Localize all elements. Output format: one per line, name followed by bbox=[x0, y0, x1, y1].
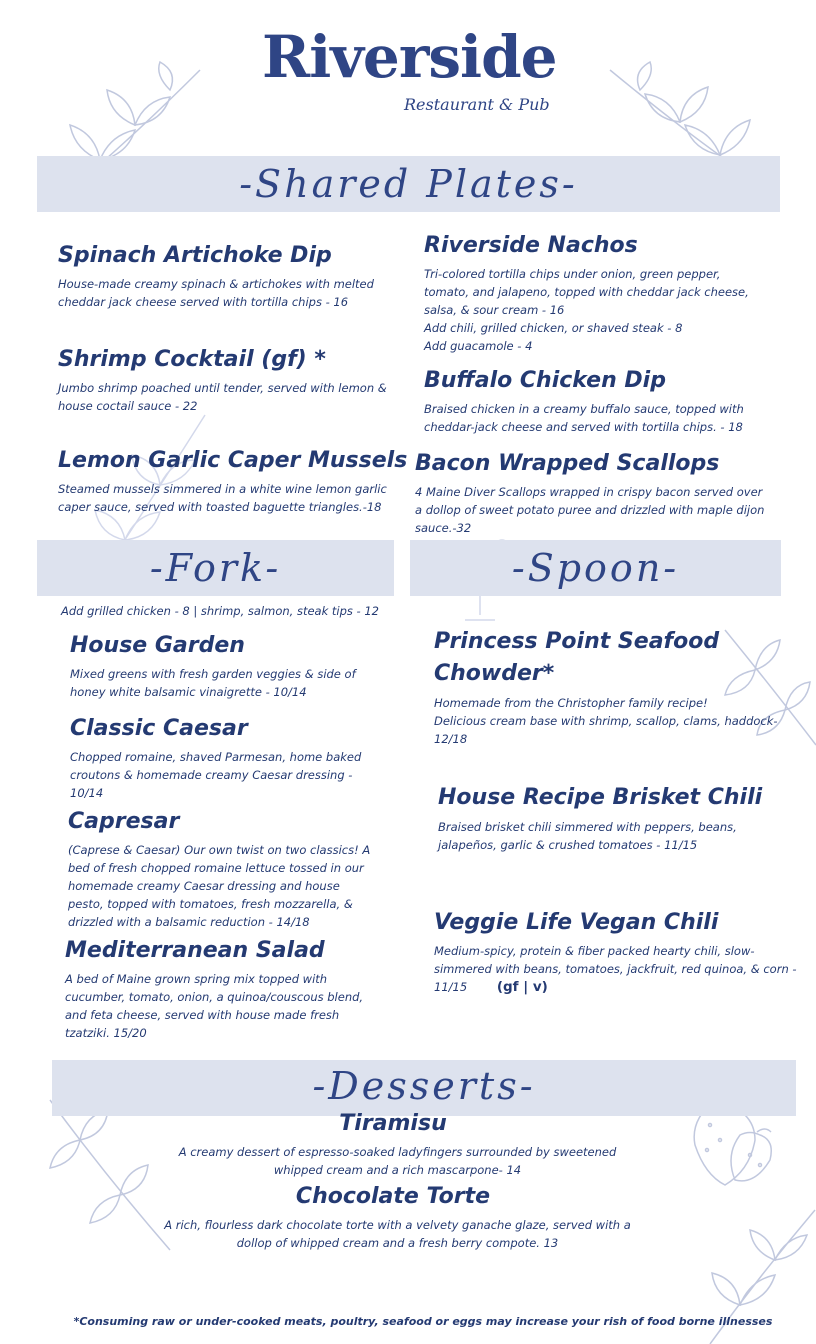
item-description: House-made creamy spinach & artichokes with melted cheddar jack cheese served with tortilla chips - 16 bbox=[58, 277, 374, 309]
item-description: Braised chicken in a creamy buffalo sauce, topped with cheddar-jack cheese and served with tortilla chips. - 18 bbox=[424, 402, 744, 434]
description-line: Add chili, grilled chicken, or shaved steak - 8 bbox=[424, 321, 683, 335]
title-line: Princess Point Seafood bbox=[434, 629, 720, 654]
item-description: Braised brisket chili simmered with peppers, beans, jalapeños, garlic & crushed tomatoes - 11/15 bbox=[438, 820, 737, 852]
description-line: Add guacamole - 4 bbox=[424, 339, 533, 353]
section-title-desserts: -Desserts- bbox=[312, 1064, 536, 1108]
item-title: Chocolate Torte bbox=[295, 1184, 491, 1209]
item-description: Jumbo shrimp poached until tender, served with lemon & house coctail sauce - 22 bbox=[58, 381, 387, 413]
item-description: (Caprese & Caesar) Our own twist on two classics! A bed of fresh chopped romaine lettuce tossed in our homemade creamy Caesar dressing and house pesto, topped with tomatoes, fresh mozzarella, & drizzled with a balsamic reduction - 14/18 bbox=[68, 843, 371, 929]
description-line: Homemade from the Christopher family recipe! bbox=[434, 696, 708, 710]
logo-subtitle: Restaurant & Pub bbox=[404, 95, 550, 114]
description-line: Delicious cream base with shrimp, scallop, clams, haddock- bbox=[434, 714, 778, 728]
item-description: 4 Maine Diver Scallops wrapped in crispy bacon served over a dollop of sweet potato puree and drizzled with maple dijon sauce.-32 bbox=[415, 485, 765, 535]
item-title: Classic Caesar bbox=[70, 716, 248, 741]
section-title-fork: -Fork- bbox=[149, 546, 282, 590]
item-description: A creamy dessert of espresso-soaked ladyfingers surrounded by sweetened whipped cream and a rich mascarpone- 14 bbox=[178, 1145, 617, 1177]
item-title: Tiramisu bbox=[339, 1111, 447, 1136]
item-title: Bacon Wrapped Scallops bbox=[415, 451, 720, 476]
item-title: House Recipe Brisket Chili bbox=[438, 785, 763, 810]
description-text: Medium-spicy, protein & fiber packed hearty chili, slow-simmered with beans, tomatoes, jackfruit, red quinoa, & corn - 11/15 bbox=[434, 944, 797, 994]
item-description bbox=[434, 694, 789, 748]
description-line: 12/18 bbox=[434, 732, 468, 746]
section-title-shared: -Shared Plates- bbox=[239, 162, 578, 206]
section-title-spoon: -Spoon- bbox=[511, 546, 680, 590]
food-safety-disclaimer: *Consuming raw or under-cooked meats, poultry, seafood or eggs may increase your rish of food borne illnesses bbox=[73, 1315, 773, 1328]
item-title: Riverside Nachos bbox=[424, 233, 638, 258]
item-title bbox=[434, 626, 719, 690]
item-title: Veggie Life Vegan Chili bbox=[434, 910, 719, 935]
item-title: Buffalo Chicken Dip bbox=[424, 368, 666, 393]
item-description: Chopped romaine, shaved Parmesan, home baked croutons & homemade creamy Caesar dressing - 10/14 bbox=[70, 750, 362, 800]
item-description bbox=[424, 265, 769, 355]
item-description: A bed of Maine grown spring mix topped with cucumber, tomato, onion, a quinoa/couscous blend, and feta cheese, served with house made fresh tzatziki. 15/20 bbox=[65, 972, 364, 1040]
item-description: Steamed mussels simmered in a white wine lemon garlic caper sauce, served with toasted baguette triangles.-18 bbox=[58, 482, 387, 514]
spoon-banner bbox=[410, 540, 781, 596]
item-description: Mixed greens with fresh garden veggies & side of honey white balsamic vinaigrette - 10/14 bbox=[70, 667, 356, 699]
diet-tag: (gf | v) bbox=[496, 979, 548, 995]
description-line: Tri-colored tortilla chips under onion, green pepper, tomato, and jalapeno, topped with cheddar jack cheese, salsa, & sour cream - 16 bbox=[424, 267, 749, 317]
title-line: Chowder* bbox=[434, 660, 555, 686]
fork-banner bbox=[37, 540, 394, 596]
item-title: Lemon Garlic Caper Mussels bbox=[58, 448, 408, 473]
shared-plates-banner bbox=[37, 156, 780, 212]
item-title: Shrimp Cocktail (gf) * bbox=[58, 347, 326, 372]
item-title: House Garden bbox=[70, 633, 245, 658]
item-description bbox=[434, 942, 804, 996]
item-title: Spinach Artichoke Dip bbox=[58, 243, 332, 268]
item-title: Capresar bbox=[68, 809, 180, 834]
logo-name: Riverside bbox=[262, 23, 557, 91]
fork-add-on-note: Add grilled chicken - 8 | shrimp, salmon, steak tips - 12 bbox=[61, 604, 379, 618]
item-description: A rich, flourless dark chocolate torte with a velvety ganache glaze, served with a dollop of whipped cream and a fresh berry compote. 13 bbox=[164, 1218, 631, 1250]
item-title: Mediterranean Salad bbox=[65, 938, 325, 963]
